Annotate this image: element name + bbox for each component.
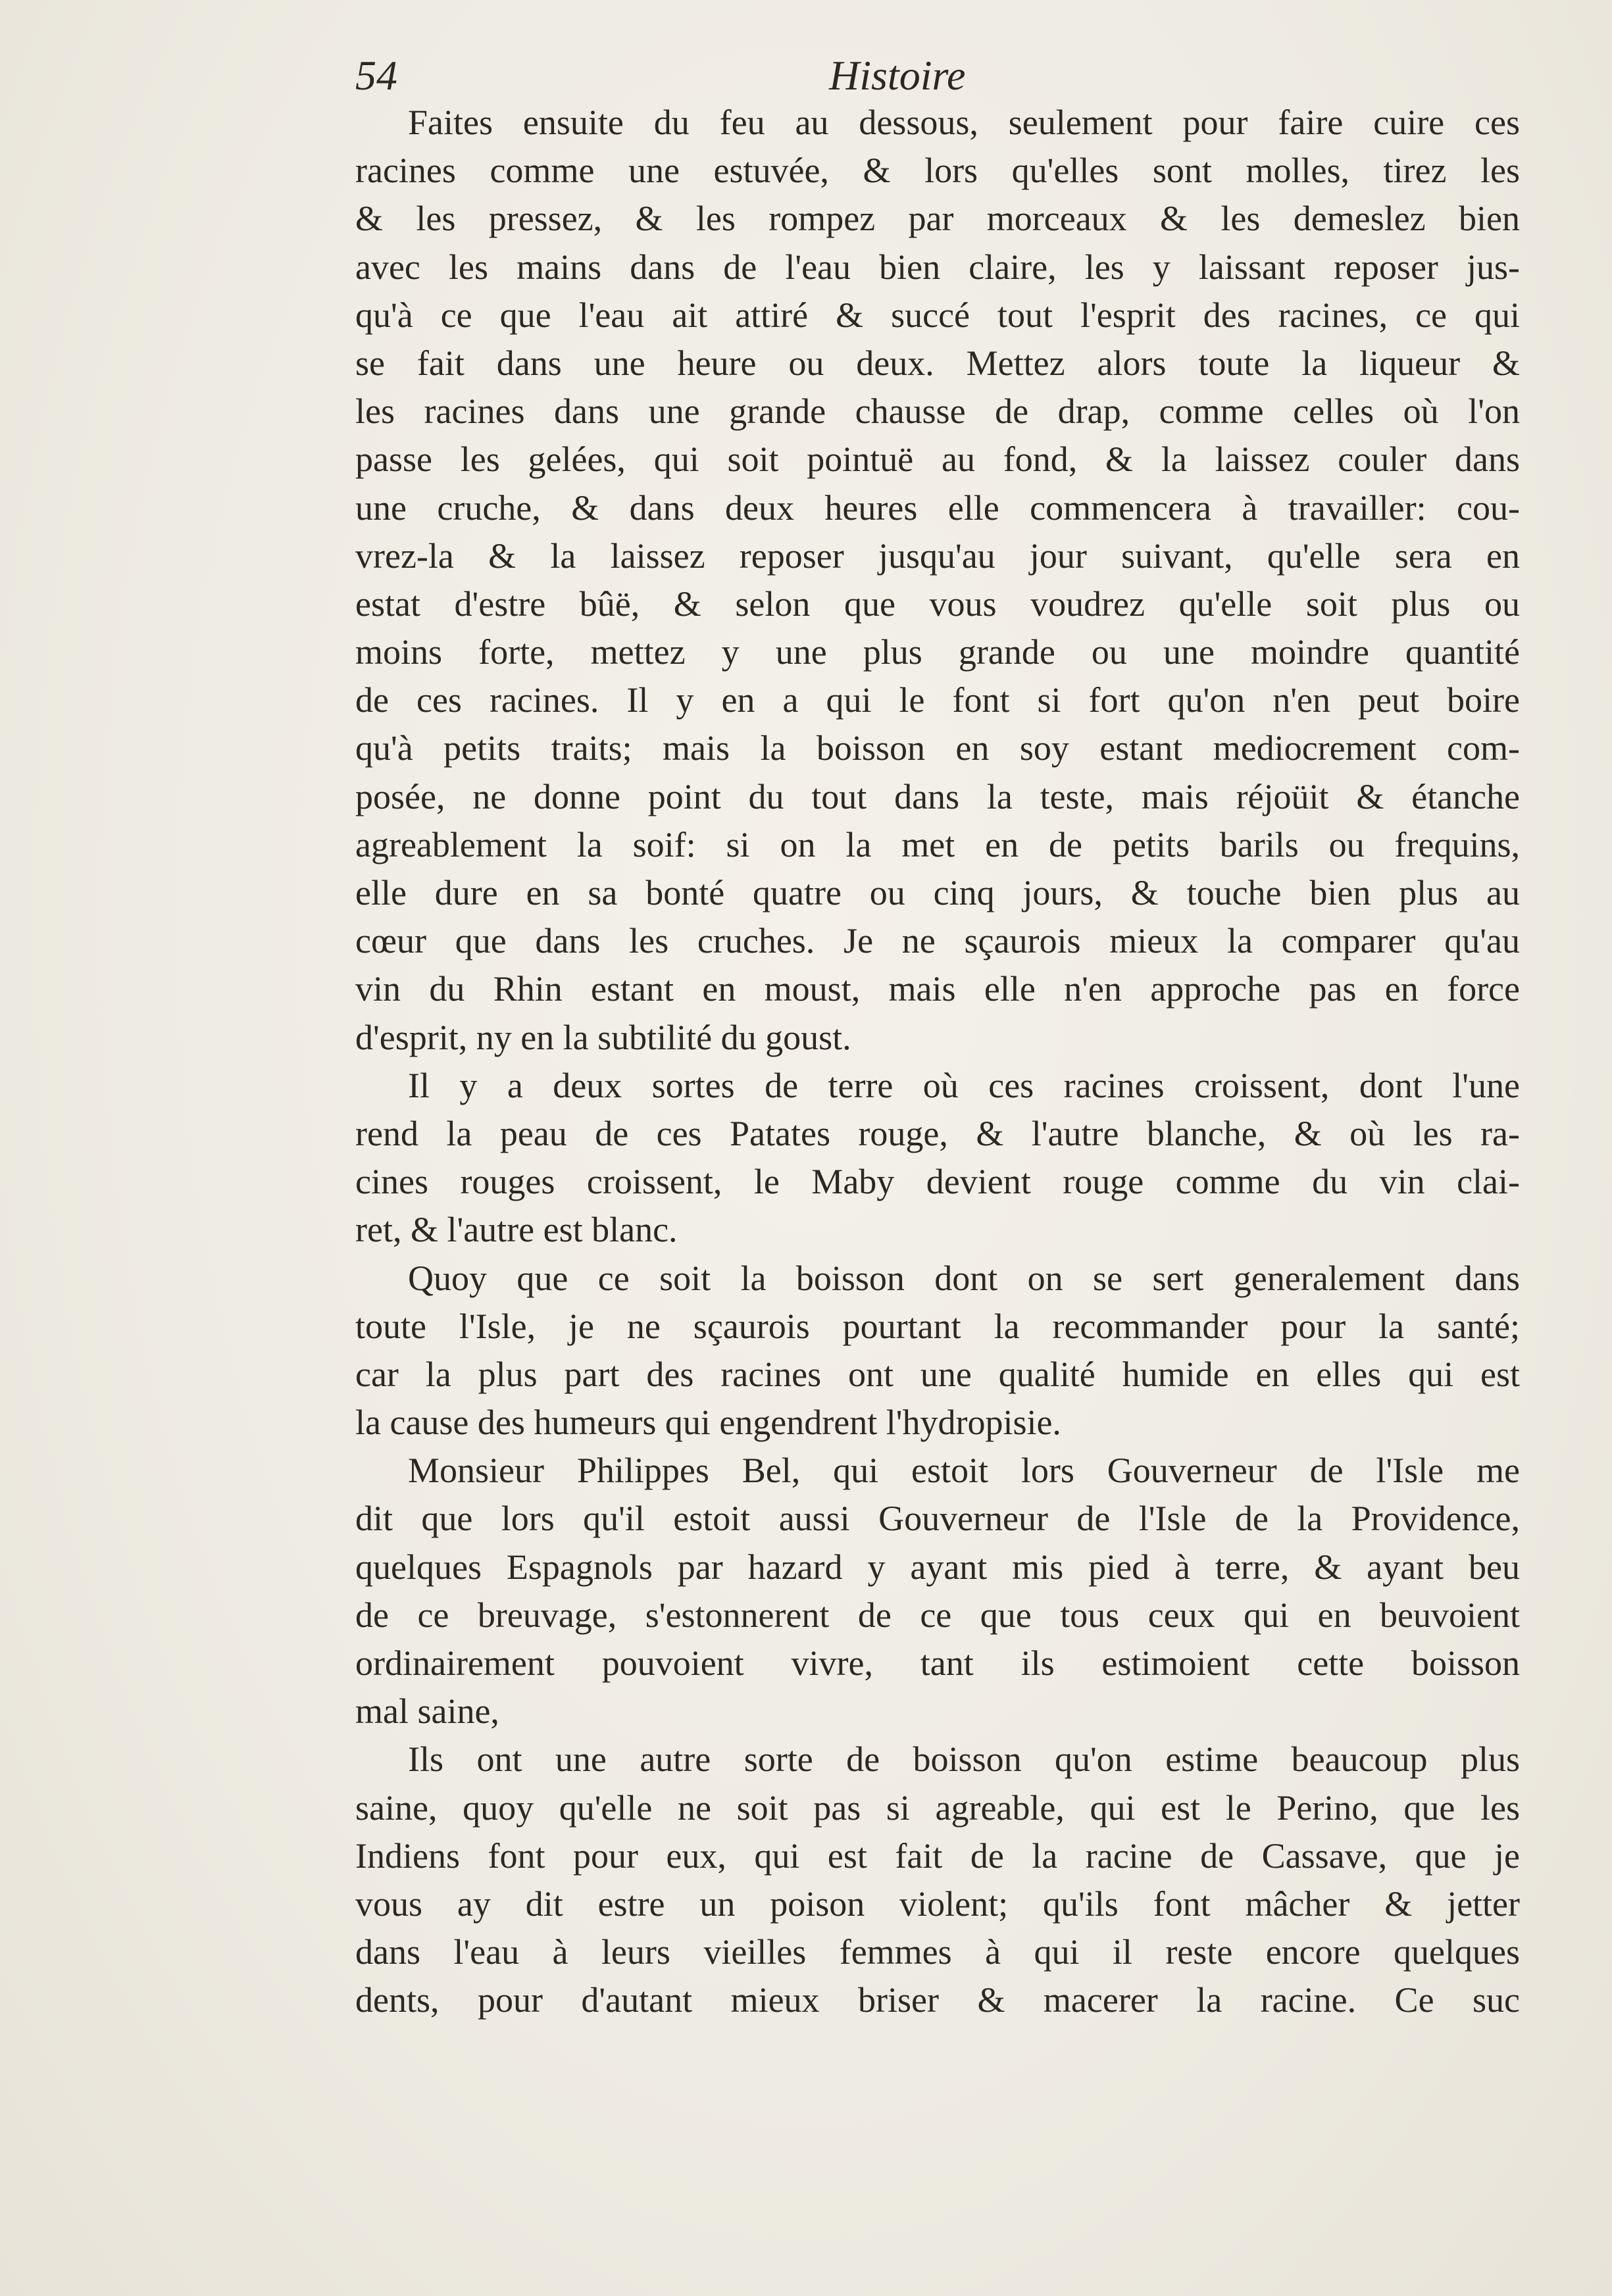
text-line: mal saine, xyxy=(355,1691,499,1732)
text-line: une cruche, & dans deux heures elle commencera à travailler: cou- xyxy=(355,487,1520,528)
text-line: racines comme une estuvée, & lors qu'elles sont molles, tirez les xyxy=(355,151,1520,191)
running-title: Histoire xyxy=(829,52,966,99)
text-line: avec les mains dans de l'eau bien claire, les y laissant reposer jus- xyxy=(355,247,1520,287)
text-line: ret, & l'autre est blanc. xyxy=(355,1210,678,1250)
body-text xyxy=(355,99,1520,2025)
text-line: Monsieur Philippes Bel, qui estoit lors Gouverneur de l'Isle me xyxy=(408,1451,1520,1491)
text-line: dit que lors qu'il estoit aussi Gouverneur de l'Isle de la Providence, xyxy=(355,1499,1520,1539)
text-line: rend la peau de ces Patates rouge, & l'autre blanche, & où les ra- xyxy=(355,1113,1520,1153)
text-line: vrez-la & la laissez reposer jusqu'au jour suivant, qu'elle sera en xyxy=(355,536,1520,576)
paragraph-1 xyxy=(355,99,1520,1062)
text-line: car la plus part des racines ont une qualité humide en elles qui est xyxy=(355,1354,1520,1394)
text-line: Indiens font pour eux, qui est fait de la racine de Cassave, que je xyxy=(355,1835,1520,1876)
text-line: moins forte, mettez y une plus grande ou une moindre quantité xyxy=(355,632,1520,672)
page-number: 54 xyxy=(355,52,397,99)
text-line: agreablement la soif: si on la met en de petits barils ou frequins, xyxy=(355,824,1520,864)
text-line: d'esprit, ny en la subtilité du goust. xyxy=(355,1017,851,1057)
text-line: vous ay dit estre un poison violent; qu'ils font mâcher & jetter xyxy=(355,1884,1520,1924)
text-line: la cause des humeurs qui engendrent l'hydropisie. xyxy=(355,1403,1061,1443)
text-line: vin du Rhin estant en moust, mais elle n'en approche pas en force xyxy=(355,969,1520,1009)
paragraph-4 xyxy=(355,1447,1520,1735)
text-line: qu'à ce que l'eau ait attiré & succé tout l'esprit des racines, ce qui xyxy=(355,295,1520,335)
text-line: passe les gelées, qui soit pointuë au fond, & la laissez couler dans xyxy=(355,439,1520,480)
text-line: Il y a deux sortes de terre où ces racines croissent, dont l'une xyxy=(408,1065,1520,1105)
text-line: & les pressez, & les rompez par morceaux & les demeslez bien xyxy=(355,199,1520,239)
text-line: Quoy que ce soit la boisson dont on se sert generalement dans xyxy=(408,1258,1520,1298)
text-line: saine, quoy qu'elle ne soit pas si agreable, qui est le Perino, que les xyxy=(355,1787,1520,1828)
text-line: qu'à petits traits; mais la boisson en soy estant mediocrement com- xyxy=(355,728,1520,768)
text-line: cœur que dans les cruches. Je ne sçaurois mieux la comparer qu'au xyxy=(355,921,1520,961)
text-line: les racines dans une grande chausse de drap, comme celles où l'on xyxy=(355,391,1520,432)
text-line: se fait dans une heure ou deux. Mettez alors toute la liqueur & xyxy=(355,343,1520,383)
text-line: elle dure en sa bonté quatre ou cinq jours, & touche bien plus au xyxy=(355,873,1520,912)
text-line: toute l'Isle, je ne sçaurois pourtant la recommander pour la santé; xyxy=(355,1306,1520,1346)
text-line: estat d'estre bûë, & selon que vous voudrez qu'elle soit plus ou xyxy=(355,584,1520,624)
paragraph-3 xyxy=(355,1255,1520,1447)
text-line: Ils ont une autre sorte de boisson qu'on estime beaucoup plus xyxy=(408,1739,1520,1780)
text-line: posée, ne donne point du tout dans la teste, mais réjoüit & étanche xyxy=(355,776,1520,816)
paragraph-5 xyxy=(355,1735,1520,2024)
text-line: quelques Espagnols par hazard y ayant mis pied à terre, & ayant beu xyxy=(355,1547,1520,1587)
paragraph-2 xyxy=(355,1062,1520,1255)
text-line: ordinairement pouvoient vivre, tant ils estimoient cette boisson xyxy=(355,1643,1520,1683)
text-line: dents, pour d'autant mieux briser & macerer la racine. Ce suc xyxy=(355,1980,1520,2020)
text-line: de ces racines. Il y en a qui le font si fort qu'on n'en peut boire xyxy=(355,680,1520,720)
text-line: Faites ensuite du feu au dessous, seulement pour faire cuire ces xyxy=(408,103,1520,142)
text-line: cines rouges croissent, le Maby devient rouge comme du vin clai- xyxy=(355,1162,1520,1202)
text-line: de ce breuvage, s'estonnerent de ce que tous ceux qui en beuvoient xyxy=(355,1595,1520,1635)
text-line: dans l'eau à leurs vieilles femmes à qui il reste encore quelques xyxy=(355,1932,1520,1972)
running-head xyxy=(355,46,1513,105)
